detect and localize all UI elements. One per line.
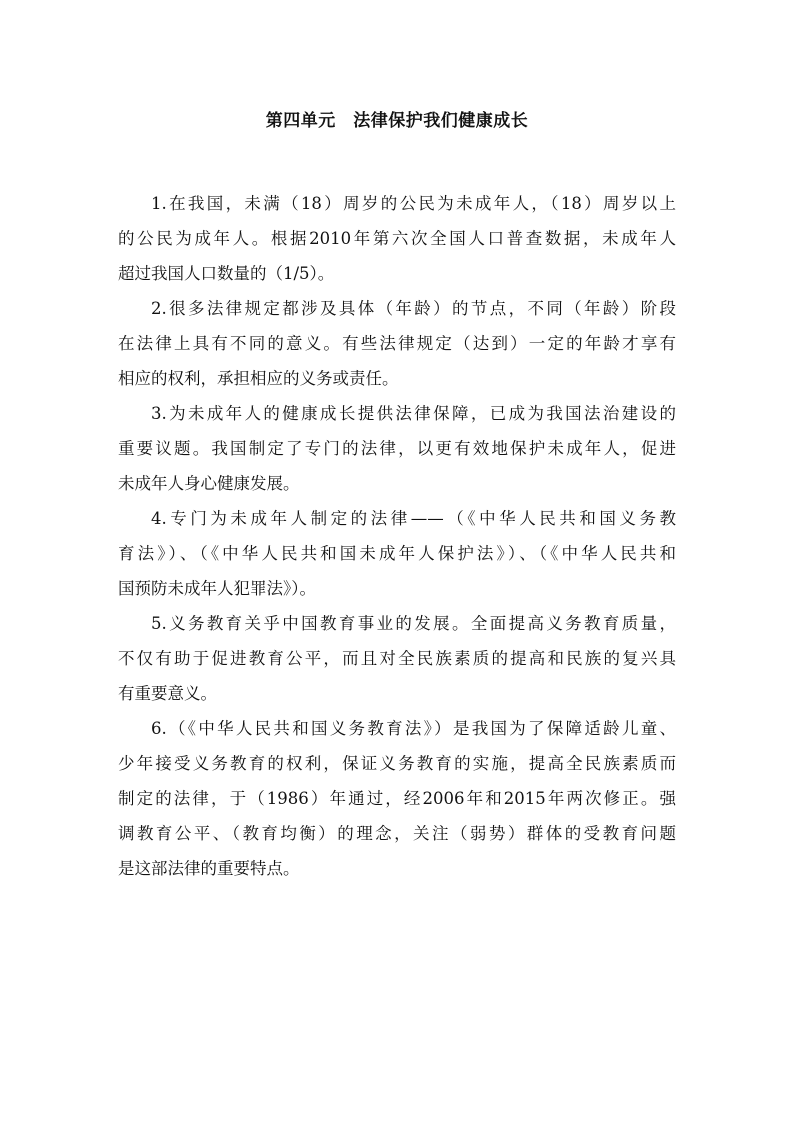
- paragraph-line: 未成年人身心健康发展。: [118, 474, 300, 493]
- paragraph-line: 3.为未成年人的健康成长提供法律保障，已成为我国法治建设的: [151, 404, 676, 423]
- paragraph-line: 少年接受义务教育的权利，保证义务教育的实施，提高全民族素质而: [118, 754, 676, 773]
- paragraph-4: [118, 501, 676, 606]
- paragraph-line: 4.专门为未成年人制定的法律——（《中华人民共和国义务教: [151, 509, 676, 528]
- paragraph-1: [118, 186, 676, 291]
- document-body: [118, 186, 676, 886]
- paragraph-line: 重要议题。我国制定了专门的法律，以更有效地保护未成年人，促进: [118, 439, 676, 458]
- paragraph-line: 调教育公平、（教育均衡）的理念，关注（弱势）群体的受教育问题: [118, 824, 676, 843]
- paragraph-line: 相应的权利，承担相应的义务或责任。: [118, 369, 399, 388]
- paragraph-line: 在法律上具有不同的意义。有些法律规定（达到）一定的年龄才享有: [118, 334, 676, 353]
- paragraph-line: 超过我国人口数量的（1/5）。: [118, 264, 335, 283]
- paragraph-line: 育法》）、（《中华人民共和国未成年人保护法》）、（《中华人民共和: [118, 544, 676, 563]
- paragraph-line: 有重要意义。: [118, 684, 217, 703]
- paragraph-line: 国预防未成年人犯罪法》）。: [118, 579, 316, 598]
- paragraph-6: [118, 711, 676, 886]
- paragraph-3: [118, 396, 676, 501]
- paragraph-line: 6.（《中华人民共和国义务教育法》）是我国为了保障适龄儿童、: [151, 719, 676, 738]
- paragraph-line: 是这部法律的重要特点。: [118, 859, 300, 878]
- paragraph-line: 1.在我国，未满（18）周岁的公民为未成年人，（18）周岁以上: [151, 194, 676, 213]
- paragraph-line: 制定的法律，于（1986）年通过，经2006年和2015年两次修正。强: [118, 789, 676, 808]
- page-title: 第四单元 法律保护我们健康成长: [265, 111, 529, 131]
- paragraph-5: [118, 606, 676, 711]
- paragraph-line: 2.很多法律规定都涉及具体（年龄）的节点，不同（年龄）阶段: [151, 299, 676, 318]
- paragraph-line: 的公民为成年人。根据2010年第六次全国人口普查数据，未成年人: [118, 229, 676, 248]
- paragraph-line: 不仅有助于促进教育公平，而且对全民族素质的提高和民族的复兴具: [118, 649, 676, 668]
- paragraph-2: [118, 291, 676, 396]
- paragraph-line: 5.义务教育关乎中国教育事业的发展。全面提高义务教育质量，: [151, 614, 676, 633]
